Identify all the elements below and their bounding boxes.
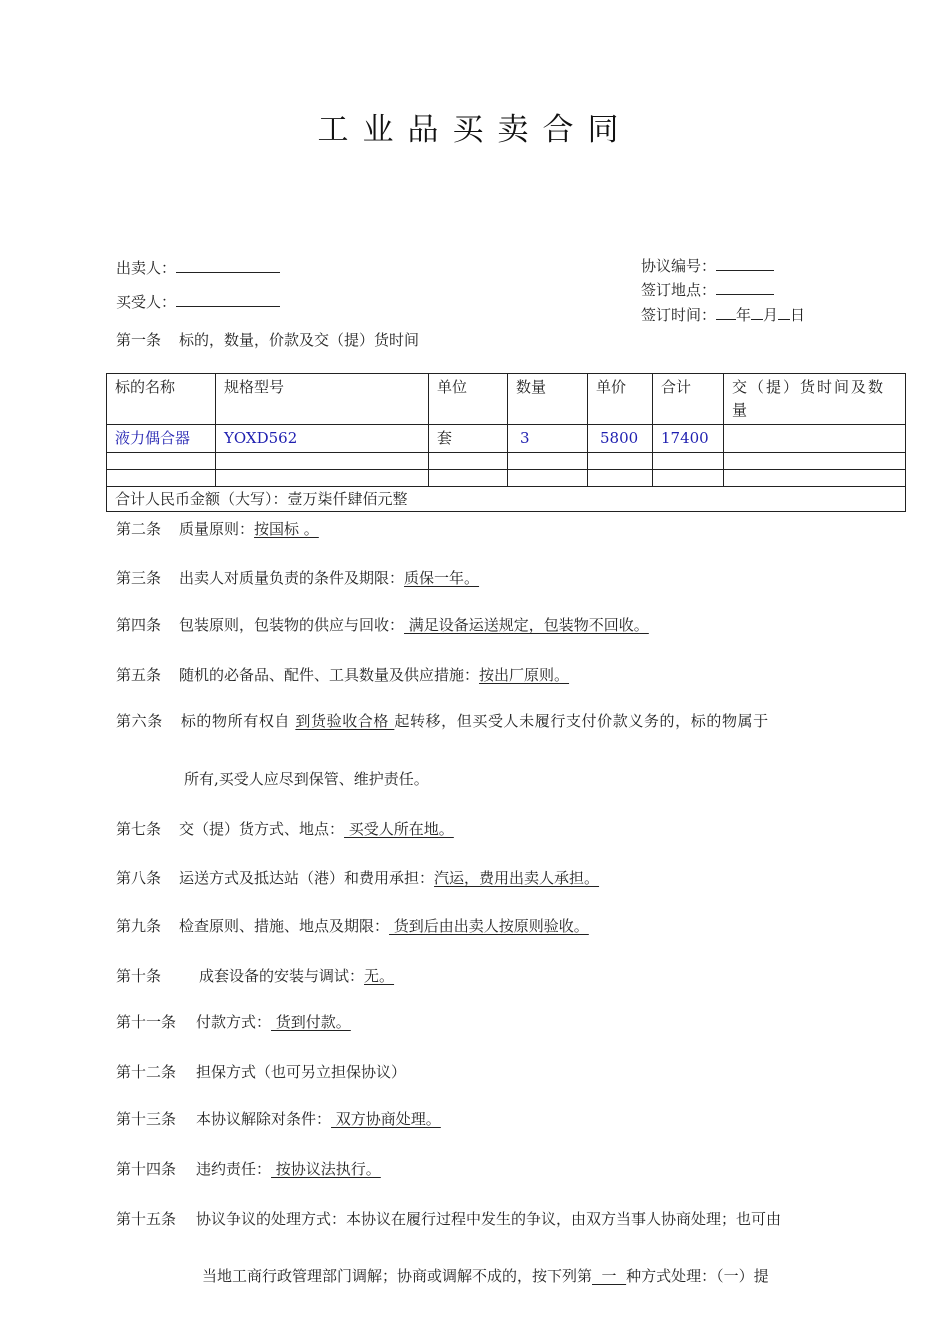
header-name: 标的名称: [107, 374, 216, 425]
article-fill: 货到后由出卖人按原则验收。: [389, 917, 589, 935]
year-label: 年: [736, 306, 752, 324]
article-text: 随机的必备品、配件、工具数量及供应措施：: [179, 666, 480, 684]
cell-unit: 套: [429, 425, 508, 453]
article-fill: 无。: [364, 967, 395, 985]
sign-time-line: [641, 304, 805, 325]
header-delivery: 交（提）货时间及数量: [724, 374, 906, 425]
article-fill: 到货验收合格: [295, 712, 395, 730]
article-num: 第十条: [116, 967, 162, 985]
article-fill: 按协议法执行。: [271, 1160, 381, 1178]
article-num: 第四条: [116, 616, 162, 634]
article-13: [116, 1108, 441, 1129]
article-num: 第五条: [116, 666, 162, 684]
article-10: [116, 965, 394, 986]
article-5: [116, 664, 569, 685]
cell-qty: 3: [508, 425, 588, 453]
cell-delivery: [724, 425, 906, 453]
agreement-no-label: 协议编号：: [641, 257, 717, 275]
article-text: 出卖人对质量负责的条件及期限：: [179, 569, 405, 587]
sign-place-label: 签订地点：: [641, 281, 717, 299]
article-7: [116, 818, 454, 839]
article-text: 担保方式（也可另立担保协议）: [196, 1063, 407, 1081]
cell-total: 17400: [653, 425, 724, 453]
cell-name: 液力偶合器: [107, 425, 216, 453]
article-1-text: 标的，数量，价款及交（提）货时间: [179, 331, 420, 349]
article-fill: 按出厂原则。: [479, 666, 570, 684]
article-6-line-2: 所有,买受人应尽到保管、维护责任。: [184, 770, 429, 788]
month-label: 月: [763, 306, 779, 324]
article-text-continued: 种方式处理：（一）提: [626, 1267, 769, 1285]
article-12: [116, 1061, 406, 1082]
article-text: 质量原则：: [179, 520, 255, 538]
article-1-num: 第一条: [116, 331, 162, 349]
article-3: [116, 567, 479, 588]
article-text: 交（提）货方式、地点：: [179, 820, 345, 838]
month-blank[interactable]: [751, 305, 763, 320]
cell-price: 5800: [588, 425, 653, 453]
article-2: [116, 518, 319, 539]
article-text-continued: 起转移，但买受人未履行支付价款义务的，标的物属于: [394, 712, 769, 730]
agreement-no-blank[interactable]: [716, 256, 774, 271]
document-title: 工业品买卖合同: [317, 112, 633, 148]
article-9: [116, 915, 589, 936]
table-header-row: [107, 374, 906, 425]
article-text: 检查原则、措施、地点及期限：: [179, 917, 390, 935]
article-num: 第八条: [116, 869, 162, 887]
year-blank[interactable]: [716, 305, 736, 320]
header-unit: 单位: [429, 374, 508, 425]
article-num: 第二条: [116, 520, 162, 538]
article-fill: 满足设备运送规定，包装物不回收。: [404, 616, 649, 634]
agreement-no-line: [641, 255, 774, 276]
table-row-empty: [107, 453, 906, 470]
article-num: 第十四条: [116, 1160, 177, 1178]
table-row-empty: [107, 470, 906, 487]
goods-table: [106, 373, 906, 512]
article-fill: 汽运，费用出卖人承担。: [434, 869, 600, 887]
sign-place-blank[interactable]: [716, 280, 774, 295]
article-15: [116, 1208, 781, 1229]
article-fill: 双方协商处理。: [331, 1110, 441, 1128]
article-num: 第十二条: [116, 1063, 177, 1081]
header-spec: 规格型号: [216, 374, 429, 425]
buyer-line: [116, 291, 280, 312]
seller-line: [116, 257, 280, 278]
article-fill: 买受人所在地。: [344, 820, 454, 838]
buyer-label: 买受人：: [116, 293, 177, 311]
article-fill: 质保一年。: [404, 569, 480, 587]
article-fill: 货到付款。: [271, 1013, 351, 1031]
article-14: [116, 1158, 381, 1179]
header-price: 单价: [588, 374, 653, 425]
day-blank[interactable]: [778, 305, 790, 320]
article-fill: 按国标 。: [254, 520, 319, 538]
article-11: [116, 1011, 351, 1032]
article-text: 当地工商行政管理部门调解；协商或调解不成的，按下列第: [202, 1267, 593, 1285]
seller-label: 出卖人：: [116, 259, 177, 277]
article-text: 标的物所有权自: [180, 712, 296, 730]
article-num: 第十三条: [116, 1110, 177, 1128]
seller-blank[interactable]: [176, 258, 280, 273]
article-1: [116, 329, 419, 350]
cell-spec: YOXD562: [216, 425, 429, 453]
article-num: 第十一条: [116, 1013, 177, 1031]
article-num: 第六条: [116, 712, 163, 730]
article-6: [116, 710, 769, 731]
dispute-method-fill: 一: [592, 1267, 627, 1285]
day-label: 日: [790, 306, 806, 324]
article-15-line-2: [202, 1265, 769, 1286]
article-num: 第十五条: [116, 1210, 177, 1228]
article-text: 违约责任：: [196, 1160, 272, 1178]
article-num: 第三条: [116, 569, 162, 587]
header-qty: 数量: [508, 374, 588, 425]
table-total-row: [107, 487, 906, 512]
article-text: 付款方式：: [196, 1013, 272, 1031]
article-8: [116, 867, 599, 888]
article-text: 本协议解除对条件：: [196, 1110, 332, 1128]
article-num: 第七条: [116, 820, 162, 838]
table-row: [107, 425, 906, 453]
article-text: 协议争议的处理方式：本协议在履行过程中发生的争议，由双方当事人协商处理；也可由: [196, 1210, 782, 1228]
total-label: 合计人民币金额（大写）：: [115, 490, 288, 508]
buyer-blank[interactable]: [176, 292, 280, 307]
total-value: 壹万柒仟肆佰元整: [287, 490, 408, 508]
article-text: 成套设备的安装与调试：: [199, 967, 365, 985]
article-text: 包装原则，包装物的供应与回收：: [179, 616, 405, 634]
article-text: 运送方式及抵达站（港）和费用承担：: [179, 869, 435, 887]
article-4: [116, 614, 649, 635]
article-num: 第九条: [116, 917, 162, 935]
header-total: 合计: [653, 374, 724, 425]
sign-time-label: 签订时间：: [641, 306, 717, 324]
sign-place-line: [641, 279, 774, 300]
